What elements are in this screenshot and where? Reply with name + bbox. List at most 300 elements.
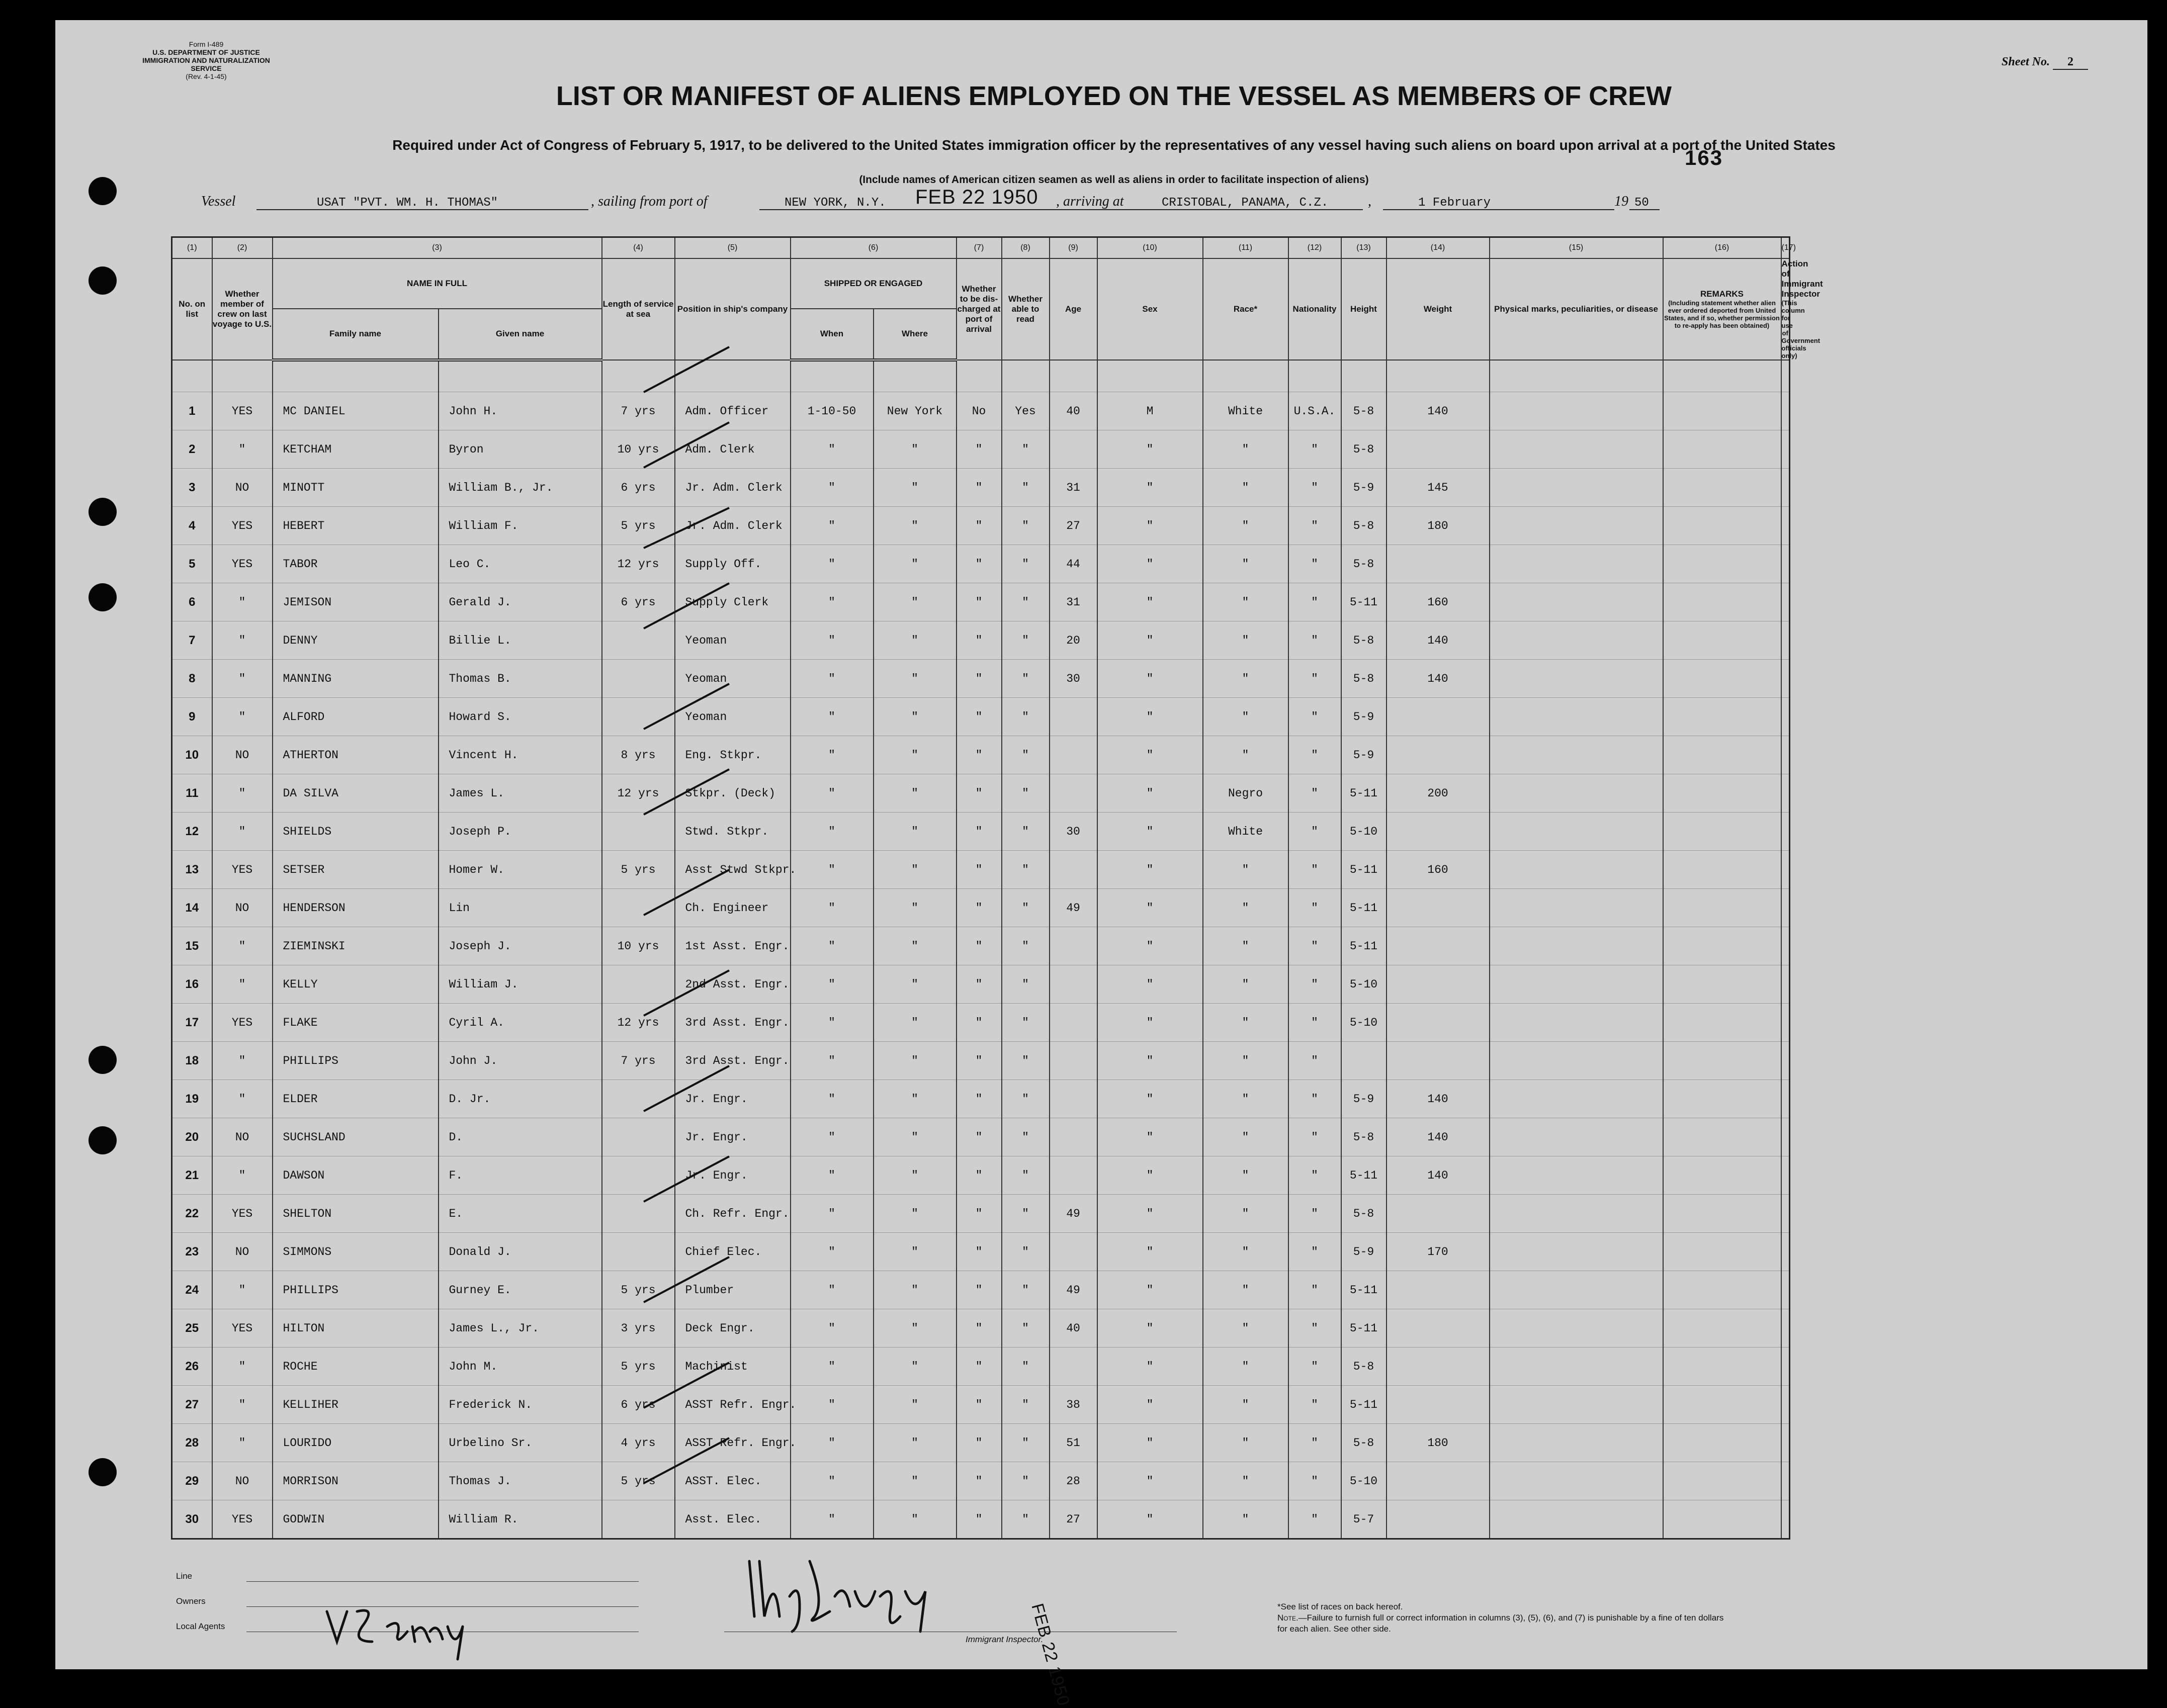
table-row <box>172 813 1790 851</box>
cell-race: " <box>1203 1042 1288 1080</box>
cell-race: " <box>1203 1195 1288 1233</box>
cell-discharged: " <box>957 965 1002 1004</box>
cell-when: " <box>791 545 874 583</box>
cell-service: 5 yrs <box>602 1271 675 1309</box>
cell-service: 8 yrs <box>602 736 675 774</box>
cell-service: 3 yrs <box>602 1309 675 1347</box>
cell-nationality: " <box>1288 1271 1341 1309</box>
note-text: —Failure to furnish full or correct information in columns (3), (5), (6), and (7) is punishable by a fine of ten dollars for each alien. See other side. <box>1277 1613 1724 1634</box>
cell-where: " <box>874 545 957 583</box>
arriving-label: , arriving at <box>1056 194 1124 209</box>
cell-read: " <box>1002 660 1050 698</box>
cell-nationality: " <box>1288 1462 1341 1500</box>
cell-nationality: " <box>1288 813 1341 851</box>
col-number: (8) <box>1002 237 1050 259</box>
cell-action <box>1781 889 1790 927</box>
cell-action <box>1781 1080 1790 1118</box>
cell-discharged: " <box>957 736 1002 774</box>
cell-no: 24 <box>172 1271 212 1309</box>
cell-when: " <box>791 736 874 774</box>
cell-member: YES <box>212 507 273 545</box>
cell-weight: 180 <box>1386 1424 1490 1462</box>
cell-given: F. <box>439 1156 602 1195</box>
vessel-label: Vessel <box>201 194 236 209</box>
cell-weight <box>1386 1386 1490 1424</box>
cell-weight: 170 <box>1386 1233 1490 1271</box>
cell-race: " <box>1203 583 1288 621</box>
table-row <box>172 1156 1790 1195</box>
cell-when: " <box>791 889 874 927</box>
cell-member: " <box>212 1042 273 1080</box>
cell-physical <box>1490 1462 1663 1500</box>
cell-height: 5-8 <box>1341 545 1386 583</box>
cell-height: 5-11 <box>1341 927 1386 965</box>
cell-given: James L. <box>439 774 602 813</box>
cell-physical <box>1490 774 1663 813</box>
cell-remarks <box>1663 392 1781 430</box>
cell-read: " <box>1002 813 1050 851</box>
cell-family: FLAKE <box>273 1004 439 1042</box>
cell-no: 15 <box>172 927 212 965</box>
cell-member: NO <box>212 1118 273 1156</box>
header-shipped-or-engaged: SHIPPED OR ENGAGED <box>791 258 957 309</box>
cell-when: " <box>791 583 874 621</box>
cell-weight <box>1386 1195 1490 1233</box>
punch-hole <box>89 266 117 295</box>
cell-weight <box>1386 813 1490 851</box>
table-row <box>172 660 1790 698</box>
cell-age <box>1050 1004 1097 1042</box>
cell-where: " <box>874 1500 957 1539</box>
cell-action <box>1781 1500 1790 1539</box>
col-number: (2) <box>212 237 273 259</box>
cell-weight: 160 <box>1386 583 1490 621</box>
cell-remarks <box>1663 660 1781 698</box>
cell-race: " <box>1203 1271 1288 1309</box>
spacer-row <box>172 360 1790 392</box>
cell-no: 11 <box>172 774 212 813</box>
cell-position: ASST Refr. Engr. <box>675 1424 791 1462</box>
cell-discharged: " <box>957 1080 1002 1118</box>
cell-service <box>602 1500 675 1539</box>
cell-physical <box>1490 1195 1663 1233</box>
form-number: Form I-489 <box>189 40 224 48</box>
cell-member: " <box>212 660 273 698</box>
cell-action <box>1781 1195 1790 1233</box>
cell-given: Joseph J. <box>439 927 602 965</box>
cell-no: 20 <box>172 1118 212 1156</box>
cell-no: 8 <box>172 660 212 698</box>
cell-physical <box>1490 621 1663 660</box>
cell-family: ELDER <box>273 1080 439 1118</box>
cell-remarks <box>1663 1080 1781 1118</box>
sailing-label: , sailing from port of <box>591 194 708 209</box>
cell-action <box>1781 583 1790 621</box>
year-suffix: 50 <box>1634 196 1649 210</box>
cell-service: 5 yrs <box>602 851 675 889</box>
cell-remarks <box>1663 889 1781 927</box>
col-number: (4) <box>602 237 675 259</box>
cell-height: 5-10 <box>1341 1462 1386 1500</box>
cell-age: 51 <box>1050 1424 1097 1462</box>
cell-no: 25 <box>172 1309 212 1347</box>
include-note: (Include names of American citizen seamen as well as aliens in order to facilitate inspection of aliens) <box>859 174 1369 186</box>
cell-position: Chief Elec. <box>675 1233 791 1271</box>
cell-position: Yeoman <box>675 660 791 698</box>
cell-weight: 200 <box>1386 774 1490 813</box>
cell-family: HILTON <box>273 1309 439 1347</box>
cell-position: 2nd Asst. Engr. <box>675 965 791 1004</box>
cell-member: YES <box>212 1500 273 1539</box>
cell-read: " <box>1002 1156 1050 1195</box>
cell-service: 12 yrs <box>602 1004 675 1042</box>
cell-read: Yes <box>1002 392 1050 430</box>
cell-height: 5-11 <box>1341 1271 1386 1309</box>
cell-member: " <box>212 1080 273 1118</box>
department: U.S. DEPARTMENT OF JUSTICE <box>152 48 260 56</box>
cell-discharged: " <box>957 1233 1002 1271</box>
cell-no: 13 <box>172 851 212 889</box>
cell-where: " <box>874 1195 957 1233</box>
cell-position: 3rd Asst. Engr. <box>675 1004 791 1042</box>
cell-race: " <box>1203 1156 1288 1195</box>
cell-discharged: " <box>957 698 1002 736</box>
cell-remarks <box>1663 813 1781 851</box>
cell-position: Jr. Engr. <box>675 1156 791 1195</box>
cell-discharged: " <box>957 927 1002 965</box>
cell-age <box>1050 1080 1097 1118</box>
cell-when: " <box>791 1118 874 1156</box>
cell-no: 2 <box>172 430 212 469</box>
cell-nationality: " <box>1288 469 1341 507</box>
cell-sex: " <box>1097 1462 1203 1500</box>
cell-position: Adm. Officer <box>675 392 791 430</box>
remarks-note: (Including statement whether alien ever ordered deported from United States, and if so, whether permission to re-apply has been obtained) <box>1664 299 1780 329</box>
cell-action <box>1781 1309 1790 1347</box>
table-row <box>172 507 1790 545</box>
action-title: Action of Immigrant Inspector <box>1781 259 1823 299</box>
page-title: LIST OR MANIFEST OF ALIENS EMPLOYED ON THE VESSEL AS MEMBERS OF CREW <box>556 81 1672 111</box>
cell-service: 10 yrs <box>602 430 675 469</box>
cell-age <box>1050 851 1097 889</box>
cell-remarks <box>1663 1462 1781 1500</box>
cell-sex: " <box>1097 1042 1203 1080</box>
cell-height: 5-8 <box>1341 1424 1386 1462</box>
cell-sex: " <box>1097 927 1203 965</box>
punch-hole <box>89 583 117 611</box>
cell-action <box>1781 1462 1790 1500</box>
cell-physical <box>1490 583 1663 621</box>
cell-where: " <box>874 1386 957 1424</box>
cell-remarks <box>1663 1424 1781 1462</box>
cell-where: " <box>874 774 957 813</box>
cell-service: 12 yrs <box>602 545 675 583</box>
cell-family: MANNING <box>273 660 439 698</box>
cell-physical <box>1490 1347 1663 1386</box>
cell-where: " <box>874 1462 957 1500</box>
cell-position: Asst Stwd Stkpr. <box>675 851 791 889</box>
cell-age: 49 <box>1050 1271 1097 1309</box>
cell-discharged: " <box>957 1271 1002 1309</box>
col-number: (3) <box>273 237 602 259</box>
cell-sex: " <box>1097 1195 1203 1233</box>
table-row <box>172 1424 1790 1462</box>
cell-discharged: " <box>957 813 1002 851</box>
arrival-date-stamp: FEB 22 1950 <box>915 186 1038 208</box>
cell-action <box>1781 1118 1790 1156</box>
cell-action <box>1781 507 1790 545</box>
cell-remarks <box>1663 1195 1781 1233</box>
cell-height: 5-8 <box>1341 660 1386 698</box>
cell-age: 49 <box>1050 1195 1097 1233</box>
cell-age: 40 <box>1050 392 1097 430</box>
cell-height: 5-8 <box>1341 1195 1386 1233</box>
cell-position: Stwd. Stkpr. <box>675 813 791 851</box>
sailing-port: NEW YORK, N.Y. <box>785 196 886 210</box>
note-races: *See list of races on back hereof. <box>1277 1602 1403 1611</box>
cell-discharged: " <box>957 1309 1002 1347</box>
cell-given: John M. <box>439 1347 602 1386</box>
cell-when: " <box>791 1347 874 1386</box>
cell-when: " <box>791 851 874 889</box>
cell-weight: 140 <box>1386 392 1490 430</box>
cell-family: PHILLIPS <box>273 1042 439 1080</box>
cell-age: 27 <box>1050 1500 1097 1539</box>
cell-when: " <box>791 698 874 736</box>
cell-member: " <box>212 583 273 621</box>
action-note: (This column for use of Government officials only) <box>1781 299 1821 359</box>
col-number: (11) <box>1203 237 1288 259</box>
cell-position: Jr. Adm. Clerk <box>675 469 791 507</box>
form-identifier <box>131 40 282 80</box>
cell-family: SIMMONS <box>273 1233 439 1271</box>
cell-age <box>1050 1042 1097 1080</box>
cell-remarks <box>1663 583 1781 621</box>
cell-physical <box>1490 545 1663 583</box>
cell-no: 4 <box>172 507 212 545</box>
cell-physical <box>1490 1424 1663 1462</box>
remarks-title: REMARKS <box>1700 289 1744 299</box>
cell-weight: 140 <box>1386 621 1490 660</box>
cell-age <box>1050 698 1097 736</box>
cell-where: " <box>874 1424 957 1462</box>
cell-nationality: " <box>1288 736 1341 774</box>
cell-sex: " <box>1097 1004 1203 1042</box>
cell-read: " <box>1002 1080 1050 1118</box>
cell-where: " <box>874 1004 957 1042</box>
service-name: IMMIGRATION AND NATURALIZATION SERVICE <box>142 56 270 72</box>
cell-sex: " <box>1097 545 1203 583</box>
cell-physical <box>1490 698 1663 736</box>
cell-age <box>1050 1233 1097 1271</box>
cell-family: ZIEMINSKI <box>273 927 439 965</box>
header-whether-member: Whether member of crew on last voyage to U.S. <box>212 258 273 360</box>
cell-sex: " <box>1097 698 1203 736</box>
cell-nationality: " <box>1288 851 1341 889</box>
cell-age <box>1050 1156 1097 1195</box>
cell-read: " <box>1002 430 1050 469</box>
cell-no: 7 <box>172 621 212 660</box>
cell-race: " <box>1203 1118 1288 1156</box>
cell-remarks <box>1663 927 1781 965</box>
cell-given: Frederick N. <box>439 1386 602 1424</box>
cell-race: " <box>1203 1500 1288 1539</box>
cell-action <box>1781 698 1790 736</box>
cell-discharged: " <box>957 1386 1002 1424</box>
cell-given: E. <box>439 1195 602 1233</box>
table-row <box>172 1118 1790 1156</box>
punch-hole <box>89 177 117 205</box>
check-mark <box>644 1363 729 1408</box>
cell-race: " <box>1203 1347 1288 1386</box>
cell-read: " <box>1002 621 1050 660</box>
cell-physical <box>1490 507 1663 545</box>
cell-physical <box>1490 1156 1663 1195</box>
cell-weight <box>1386 1347 1490 1386</box>
table-row <box>172 698 1790 736</box>
cell-where: " <box>874 698 957 736</box>
cell-age <box>1050 1347 1097 1386</box>
cell-height: 5-9 <box>1341 1080 1386 1118</box>
cell-age: 20 <box>1050 621 1097 660</box>
cell-family: PHILLIPS <box>273 1271 439 1309</box>
cell-when: " <box>791 927 874 965</box>
cell-race: " <box>1203 1386 1288 1424</box>
crew-table <box>171 236 1823 1540</box>
cell-where: " <box>874 927 957 965</box>
cell-discharged: " <box>957 1462 1002 1500</box>
cell-where: " <box>874 851 957 889</box>
cell-member: " <box>212 621 273 660</box>
cell-member: " <box>212 927 273 965</box>
crew-rows <box>172 360 1790 1539</box>
cell-no: 26 <box>172 1347 212 1386</box>
cell-discharged: " <box>957 545 1002 583</box>
cell-member: NO <box>212 1462 273 1500</box>
cell-discharged: " <box>957 1347 1002 1386</box>
cell-sex: " <box>1097 469 1203 507</box>
cell-sex: M <box>1097 392 1203 430</box>
cell-weight: 180 <box>1386 507 1490 545</box>
cell-service: 4 yrs <box>602 1424 675 1462</box>
cell-read: " <box>1002 1462 1050 1500</box>
cell-when: " <box>791 1386 874 1424</box>
cell-sex: " <box>1097 507 1203 545</box>
cell-age: 30 <box>1050 660 1097 698</box>
date-underline <box>1383 209 1614 210</box>
cell-nationality: " <box>1288 430 1341 469</box>
col-number: (15) <box>1490 237 1663 259</box>
table-row <box>172 736 1790 774</box>
page-stamp: 163 <box>1685 146 1723 169</box>
cell-remarks <box>1663 1386 1781 1424</box>
cell-given: Donald J. <box>439 1233 602 1271</box>
cell-physical <box>1490 965 1663 1004</box>
cell-sex: " <box>1097 430 1203 469</box>
cell-sex: " <box>1097 965 1203 1004</box>
cell-no: 29 <box>172 1462 212 1500</box>
cell-physical <box>1490 851 1663 889</box>
cell-when: " <box>791 1271 874 1309</box>
cell-given: Vincent H. <box>439 736 602 774</box>
cell-when: " <box>791 660 874 698</box>
cell-service: 5 yrs <box>602 507 675 545</box>
check-mark <box>644 870 729 915</box>
cell-when: " <box>791 1195 874 1233</box>
cell-no: 28 <box>172 1424 212 1462</box>
punch-hole <box>89 498 117 526</box>
sheet-number <box>2002 55 2088 70</box>
cell-nationality: " <box>1288 1118 1341 1156</box>
cell-action <box>1781 469 1790 507</box>
col-number: (7) <box>957 237 1002 259</box>
cell-discharged: " <box>957 889 1002 927</box>
cell-no: 3 <box>172 469 212 507</box>
cell-nationality: " <box>1288 965 1341 1004</box>
cell-action <box>1781 736 1790 774</box>
cell-race: " <box>1203 469 1288 507</box>
cell-nationality: " <box>1288 1233 1341 1271</box>
cell-position: ASST Refr. Engr. <box>675 1386 791 1424</box>
cell-discharged: " <box>957 469 1002 507</box>
header-row <box>172 258 1790 309</box>
cell-no: 5 <box>172 545 212 583</box>
header-weight: Weight <box>1386 258 1490 360</box>
cell-remarks <box>1663 774 1781 813</box>
check-mark <box>644 347 729 392</box>
header-when: When <box>791 309 874 360</box>
header-remarks <box>1663 258 1781 360</box>
footer-notes <box>1277 1601 1730 1635</box>
cell-service: 7 yrs <box>602 1042 675 1080</box>
cell-sex: " <box>1097 1233 1203 1271</box>
cell-family: KETCHAM <box>273 430 439 469</box>
cell-nationality: " <box>1288 889 1341 927</box>
cell-read: " <box>1002 1347 1050 1386</box>
cell-position: 1st Asst. Engr. <box>675 927 791 965</box>
cell-remarks <box>1663 1500 1781 1539</box>
cell-where: " <box>874 813 957 851</box>
cell-discharged: " <box>957 1004 1002 1042</box>
cell-read: " <box>1002 889 1050 927</box>
cell-service: 10 yrs <box>602 927 675 965</box>
cell-weight: 140 <box>1386 1080 1490 1118</box>
cell-given: Thomas J. <box>439 1462 602 1500</box>
cell-nationality: " <box>1288 507 1341 545</box>
header-discharged: Whether to be dis-charged at port of arrival <box>957 258 1002 360</box>
cell-discharged: " <box>957 430 1002 469</box>
cell-family: JEMISON <box>273 583 439 621</box>
cell-member: " <box>212 813 273 851</box>
cell-nationality: " <box>1288 698 1341 736</box>
cell-member: NO <box>212 469 273 507</box>
cell-physical <box>1490 469 1663 507</box>
cell-nationality: " <box>1288 1424 1341 1462</box>
check-mark <box>644 508 729 548</box>
cell-remarks <box>1663 736 1781 774</box>
table-row <box>172 1042 1790 1080</box>
cell-height: 5-10 <box>1341 813 1386 851</box>
cell-sex: " <box>1097 583 1203 621</box>
cell-physical <box>1490 1386 1663 1424</box>
cell-sex: " <box>1097 1386 1203 1424</box>
cell-age <box>1050 430 1097 469</box>
cell-remarks <box>1663 507 1781 545</box>
cell-where: " <box>874 1271 957 1309</box>
col-number: (5) <box>675 237 791 259</box>
cell-height: 5-10 <box>1341 1004 1386 1042</box>
cell-member: YES <box>212 1195 273 1233</box>
